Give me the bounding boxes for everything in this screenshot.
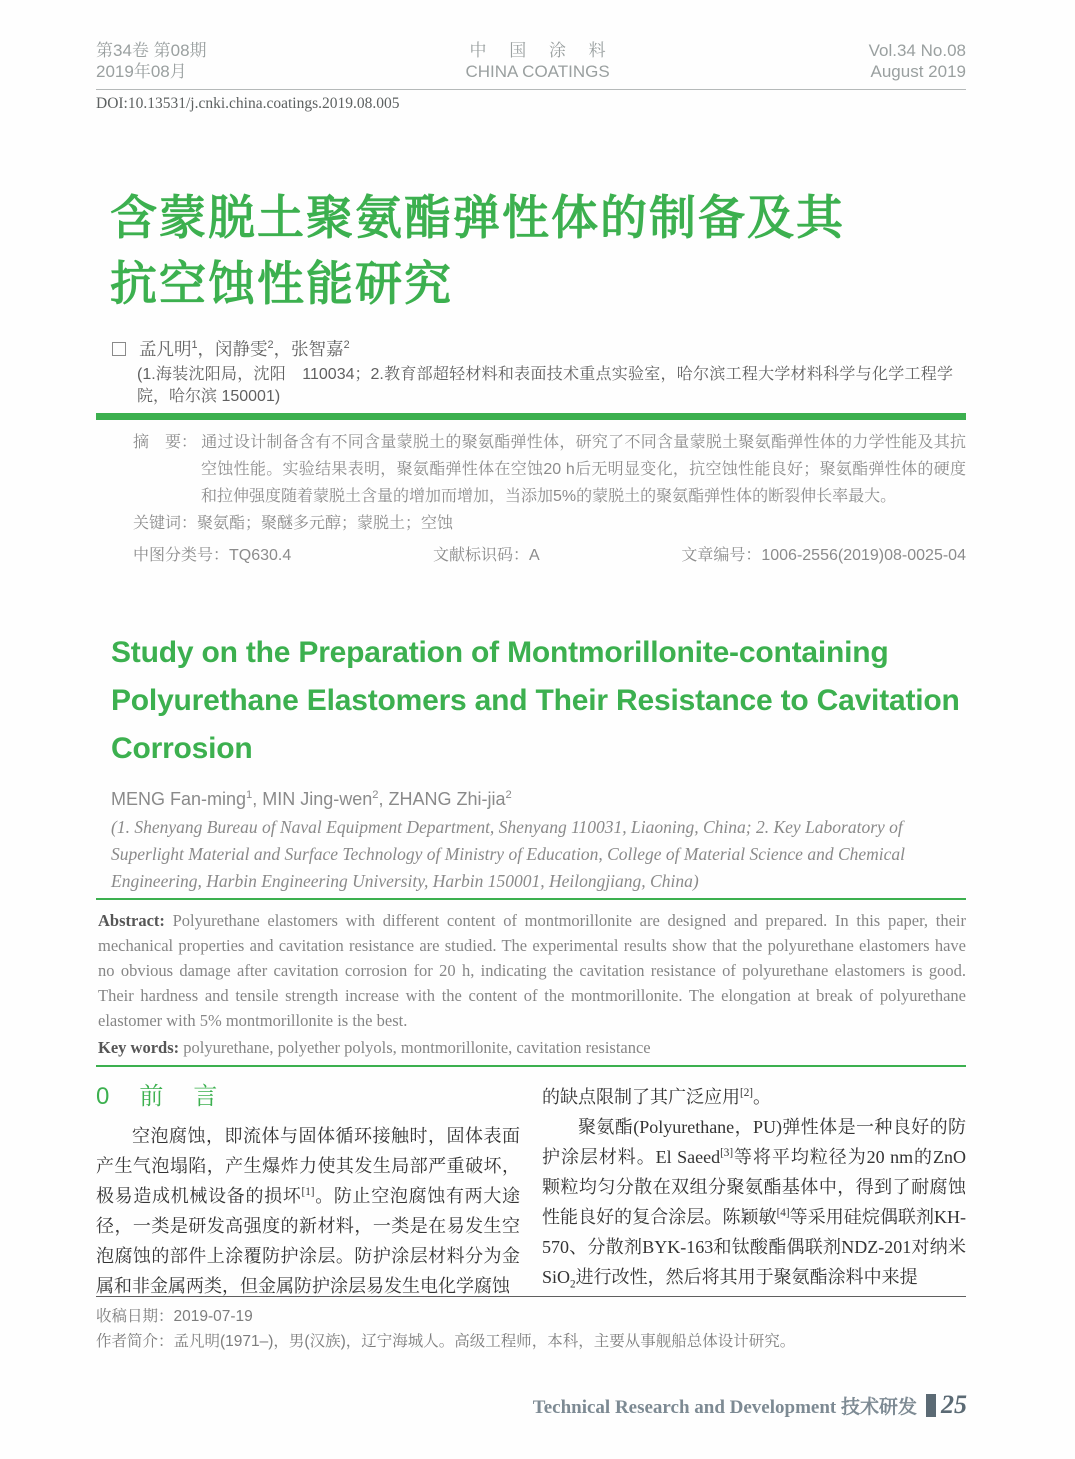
body-paragraph-1-continued: 的缺点限制了其广泛应用[2]。 xyxy=(542,1087,772,1107)
authors-cn-row xyxy=(112,338,966,360)
journal-header xyxy=(96,0,966,90)
green-divider-bar xyxy=(96,413,966,420)
abstract-cn-text: 通过设计制备含有不同含量蒙脱土的聚氨酯弹性体，研究了不同含量蒙脱土聚氨酯弹性体的力学性能及其抗空蚀性能。实验结果表明，聚氨酯弹性体在空蚀20 h后无明显变化，抗空蚀性能良好；聚氨酯弹性体的硬度和拉伸强度随着蒙脱土含量的增加而增加，当添加5%的蒙脱土的聚氨酯弹性体的断裂伸长率最大。 xyxy=(201,434,966,505)
received-date: 收稿日期：2019-07-19 xyxy=(96,1308,253,1325)
abstract-en-text: Polyurethane elastomers with different content of montmorillonite are designed and prepared. In this paper, their mechanical properties and cavitation resistance are studied. The experimental results show that the polyurethane elastomers have no obvious damage after cavitation corrosion for 20 h, indicating the cavitation resistance of polyurethane elastomers is good. Their hardness and tensile strength increase with the content of the montmorillonite. The elongation at break of polyurethane elastomer with 5% montmorillonite is the best. xyxy=(98,911,966,1030)
meta-row xyxy=(133,542,966,569)
footnote-area xyxy=(96,1296,966,1354)
header-center xyxy=(461,40,615,82)
article-title-cn xyxy=(110,185,966,317)
abstract-en xyxy=(98,908,966,1033)
abstract-block-cn xyxy=(133,429,966,569)
header-left xyxy=(96,40,207,82)
document-code: 文献标识码：A xyxy=(432,547,540,564)
article-id: 文章编号：1006-2556(2019)08-0025-04 xyxy=(681,547,966,564)
title-cn-line2: 抗空蚀性能研究 xyxy=(110,257,453,310)
journal-name-cn: 中 国 涂 料 xyxy=(469,41,615,60)
page-number: 25 xyxy=(941,1390,967,1419)
affiliation-en: (1. Shenyang Bureau of Naval Equipment Department, Shenyang 110031, Liaoning, China; 2. Key Laboratory of Superlight Material and Surface Technology of Ministry of Education, College of Material Science and Chemical Engineering, Harbin Engineering University, Harbin 150001, Heilongjiang, China) xyxy=(111,817,906,891)
abstract-cn xyxy=(133,429,966,510)
header-right xyxy=(869,40,966,82)
author-bio: 作者简介：孟凡明(1971–)，男(汉族)，辽宁海城人。高级工程师，本科，主要从事舰船总体设计研究。 xyxy=(96,1333,796,1350)
green-rule-bottom xyxy=(96,1065,966,1067)
body-column-right xyxy=(542,1082,966,1301)
footer-section-label: Technical Research and Development 技术研发 xyxy=(532,1396,917,1418)
volume-issue: 第34卷 第08期 xyxy=(96,41,207,60)
section-heading: 0 前 言 xyxy=(96,1083,221,1110)
green-rule-top xyxy=(96,898,966,900)
keywords-cn-text: 聚氨酯；聚醚多元醇；蒙脱土；空蚀 xyxy=(197,515,454,532)
body-column-left xyxy=(96,1082,520,1301)
doi-line: DOI:10.13531/j.cnki.china.coatings.2019.08.005 xyxy=(96,95,400,112)
keywords-en-text: polyurethane, polyether polyols, montmorillonite, cavitation resistance xyxy=(179,1038,651,1057)
clc-number: 中图分类号：TQ630.4 xyxy=(133,547,292,564)
keywords-en-label: Key words: xyxy=(98,1038,180,1057)
footer-bar-icon xyxy=(926,1394,936,1417)
author-marker-square-icon xyxy=(112,342,126,356)
volume-en: Vol.34 No.08 xyxy=(868,41,966,60)
abstract-en-label: Abstract: xyxy=(98,911,165,930)
authors-cn: 孟凡明$^1$，闵静雯$^2$，张智嘉$^2$ xyxy=(139,339,350,359)
keywords-en xyxy=(98,1035,966,1060)
authors-en: MENG Fan-ming$^1$, MIN Jing-wen$^2$, ZHANG Zhi-jia$^2$ xyxy=(111,789,512,809)
abstract-cn-label: 摘 要： xyxy=(133,434,198,451)
page-content xyxy=(96,0,966,1067)
affiliation-cn: (1.海装沈阳局，沈阳 110034；2.教育部超轻材料和表面技术重点实验室，哈尔滨工程大学材料科学与化学工程学院，哈尔滨 150001) xyxy=(137,366,953,405)
body-columns xyxy=(96,1082,966,1301)
body-paragraph-2: 聚氨酯(Polyurethane，PU)弹性体是一种良好的防护涂层材料。El Saeed[3]等将平均粒径为20 nm的ZnO颗粒均匀分散在双组分聚氨酯基体中，得到了耐腐蚀性能良好的复合涂层。陈颖敏[4]等采用硅烷偶联剂KH-570、分散剂BYK-163和钛酸酯偶联剂NDZ-201对纳米SiO$_2$进行改性，然后将其用于聚氨酯涂料中来提 xyxy=(542,1117,967,1291)
article-title-en: Study on the Preparation of Montmorillonite-containing Polyurethane Elastomers and Their Resistance to Cavitation Corrosion xyxy=(111,636,960,765)
title-cn-line1: 含蒙脱土聚氨酯弹性体的制备及其 xyxy=(110,191,845,244)
date-cn: 2019年08月 xyxy=(96,62,187,81)
body-paragraph-1: 空泡腐蚀，即流体与固体循环接触时，固体表面产生气泡塌陷，产生爆炸力使其发生局部严重破坏，极易造成机械设备的损坏[1]。防止空泡腐蚀有两大途径，一类是研发高强度的新材料，一类是在易发生空泡腐蚀的部件上涂覆防护涂层。防护涂层材料分为金属和非金属两类，但金属防护涂层易发生电化学腐蚀 xyxy=(96,1126,521,1296)
journal-name-en: CHINA COATINGS xyxy=(465,62,610,81)
date-en: August 2019 xyxy=(870,62,966,81)
page-footer xyxy=(533,1390,967,1420)
keywords-cn xyxy=(133,510,966,537)
keywords-cn-label: 关键词： xyxy=(133,515,198,532)
